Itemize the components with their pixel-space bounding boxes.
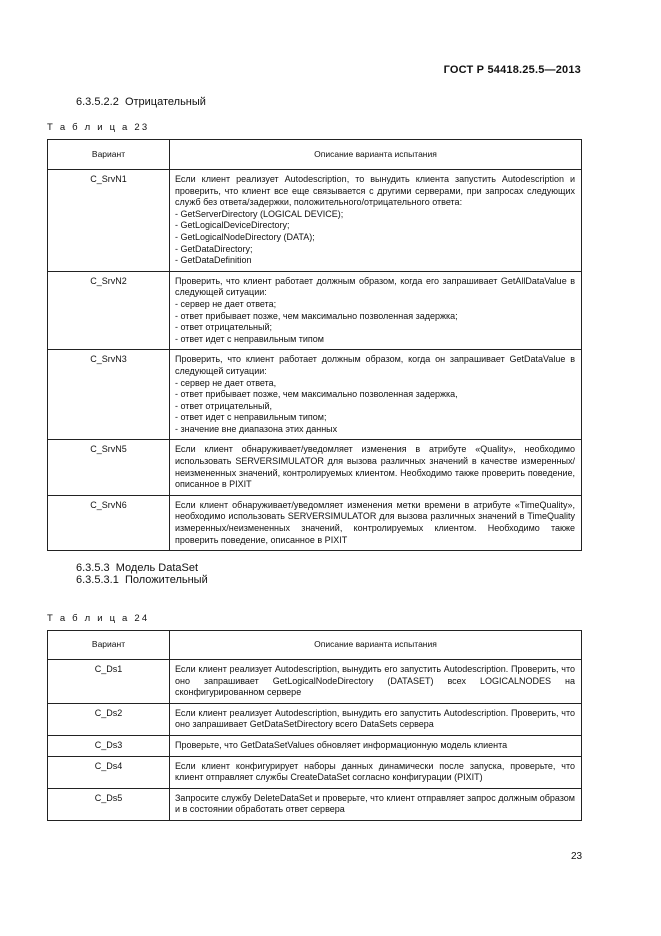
variant-cell: C_Ds5 bbox=[48, 788, 170, 820]
table-row bbox=[48, 703, 582, 735]
section-title: Положительный bbox=[124, 574, 208, 586]
page-number: 23 bbox=[571, 851, 583, 862]
description-line: Если клиент реализует Autodescription, вынудить его запустить Autodescription. Проверить, что оно запрашивает GetDataSetDirectory всего DataSets сервера bbox=[175, 707, 575, 730]
description-line: Проверьте, что GetDataSetValues обновляет информационную модель клиента bbox=[175, 739, 508, 750]
description-line: - ответ прибывает позже, чем максимально позволенная задержка; bbox=[175, 310, 458, 321]
description-line: Запросите службу DeleteDataSet и проверьте, что клиент отправляет запрос должным образом и в состоянии обработать ответ сервера bbox=[175, 792, 575, 815]
column-header-variant: Вариант bbox=[48, 631, 170, 660]
description-cell bbox=[170, 271, 582, 350]
description-line: - значение вне диапазона этих данных bbox=[175, 423, 338, 434]
description-line: Если клиент обнаруживает/уведомляет изменения метки времени в атрибуте «TimeQuality», необходимо использовать SERVERSIMULATOR для вызова различных значений в TimeQuality измеренных/неизмененных значений, контролируемых клиентом. Необходимо также проверить поведение, описанное в PIXIT bbox=[175, 499, 575, 545]
column-header-description: Описание варианта испытания bbox=[170, 631, 582, 660]
table-row bbox=[48, 756, 582, 788]
table-row bbox=[48, 271, 582, 350]
description-line: - ответ прибывает позже, чем максимально позволенная задержка, bbox=[175, 389, 458, 400]
section-number: 6.3.5.3 bbox=[76, 562, 110, 574]
table-24 bbox=[47, 630, 582, 821]
variant-cell: C_SrvN3 bbox=[48, 350, 170, 440]
description-line: - GetLogicalNodeDirectory (DATA); bbox=[175, 231, 315, 242]
description-line: - ответ идет с неправильным типом; bbox=[175, 412, 327, 423]
column-header-variant: Вариант bbox=[48, 140, 170, 170]
section-heading-dataset bbox=[76, 562, 198, 574]
section-title: Отрицательный bbox=[124, 96, 206, 108]
variant-cell: C_SrvN1 bbox=[48, 170, 170, 272]
description-line: Если клиент конфигурирует наборы данных динамически после запуска, проверьте, что клиент отправляет службы CreateDataSet согласно конфигурации (PIXIT) bbox=[175, 760, 575, 783]
table-row bbox=[48, 735, 582, 756]
document-code: ГОСТ Р 54418.25.5—2013 bbox=[443, 64, 581, 76]
table-23 bbox=[47, 139, 582, 551]
description-line: - сервер не дает ответа, bbox=[175, 377, 277, 388]
description-line: - GetLogicalDeviceDirectory; bbox=[175, 220, 290, 231]
description-cell bbox=[170, 756, 582, 788]
description-line: Если клиент реализует Autodescription, то вынудить клиента запустить Autodescription и проверить, что клиент все еще связывается с другими серверами, при запросах следующих служб без ответа/задержки, положительного/отрицательного ответа: bbox=[175, 174, 575, 208]
table-23-label: Т а б л и ц а 23 bbox=[47, 122, 150, 133]
table-row bbox=[48, 440, 582, 495]
table-row bbox=[48, 495, 582, 550]
section-heading-positive bbox=[76, 574, 208, 586]
variant-cell: C_Ds2 bbox=[48, 703, 170, 735]
description-cell bbox=[170, 440, 582, 495]
variant-cell: C_Ds3 bbox=[48, 735, 170, 756]
variant-cell: C_SrvN6 bbox=[48, 495, 170, 550]
variant-cell: C_Ds4 bbox=[48, 756, 170, 788]
description-line: - GetDataDirectory; bbox=[175, 243, 253, 254]
description-line: - GetServerDirectory (LOGICAL DEVICE); bbox=[175, 208, 344, 219]
description-line: - ответ идет с неправильным типом bbox=[175, 333, 324, 344]
description-cell bbox=[170, 703, 582, 735]
table-row bbox=[48, 788, 582, 820]
table-row bbox=[48, 170, 582, 272]
description-line: - ответ отрицательный, bbox=[175, 400, 272, 411]
section-number: 6.3.5.3.1 bbox=[76, 574, 119, 586]
description-cell bbox=[170, 170, 582, 272]
description-cell bbox=[170, 350, 582, 440]
description-line: Проверить, что клиент работает должным образом, когда его запрашивает GetAllDataValue в следующей ситуации: bbox=[175, 275, 575, 298]
variant-cell: C_SrvN2 bbox=[48, 271, 170, 350]
section-heading-negative bbox=[76, 96, 206, 108]
table-row bbox=[48, 350, 582, 440]
description-line: Если клиент реализует Autodescription, вынудить его запустить Autodescription. Проверить, что оно запрашивает GetLogicalNodeDirectory (DATASET) всех LOGICALNODES на сконфигурированном сервере bbox=[175, 664, 575, 698]
description-line: - GetDataDefinition bbox=[175, 255, 252, 266]
column-header-description: Описание варианта испытания bbox=[170, 140, 582, 170]
description-cell bbox=[170, 660, 582, 704]
description-cell bbox=[170, 735, 582, 756]
description-line: Проверить, что клиент работает должным образом, когда он запрашивает GetDataValue в следующей ситуации: bbox=[175, 354, 575, 376]
section-title: Модель DataSet bbox=[115, 562, 199, 574]
variant-cell: C_Ds1 bbox=[48, 660, 170, 704]
table-24-label: Т а б л и ц а 24 bbox=[47, 613, 150, 624]
table-row bbox=[48, 660, 582, 704]
section-number: 6.3.5.2.2 bbox=[76, 96, 119, 108]
description-cell bbox=[170, 495, 582, 550]
description-line: - сервер не дает ответа; bbox=[175, 298, 277, 309]
description-cell bbox=[170, 788, 582, 820]
variant-cell: C_SrvN5 bbox=[48, 440, 170, 495]
description-line: Если клиент обнаруживает/уведомляет изменения в атрибуте «Quality», необходимо использовать SERVERSIMULATOR для вызова различных значений в качестве измеренных/неизмененных значений, контролируемых клиентом. Необходимо также проверить поведение, описанное в PIXIT bbox=[175, 444, 575, 490]
description-line: - ответ отрицательный; bbox=[175, 322, 272, 333]
